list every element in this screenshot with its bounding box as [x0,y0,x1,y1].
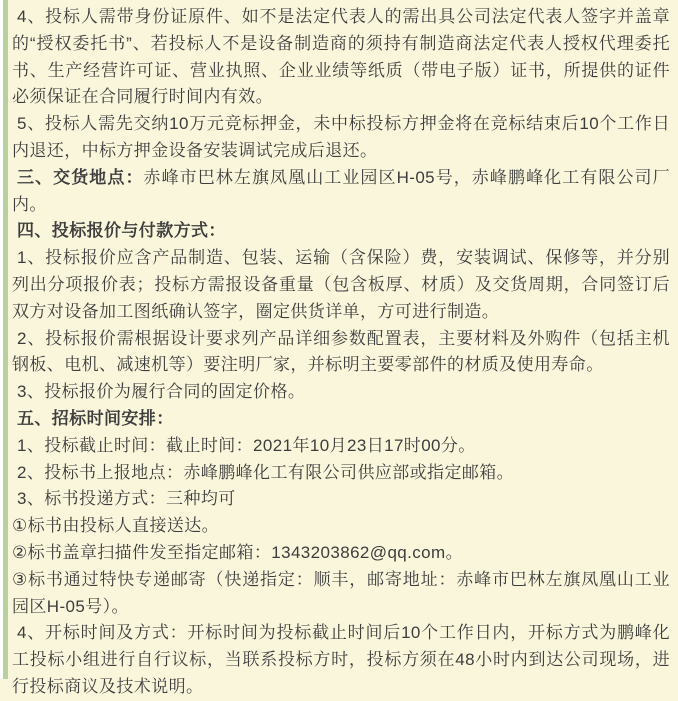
tender-document-body [8,0,670,701]
quote-item-3 [12,379,670,406]
clause-text: 5、投标人需先交纳10万元竞标押金，未中标投标方押金将在竞标结束后10个工作日内退还，中标方押金设备安装调试完成后退还。 [12,114,670,160]
quote-item-2 [12,326,670,380]
item-text: 2、投标报价需根据设计要求列产品详细参数配置表，主要材料及外购件（包括主机钢板、电机、减速机等）要注明厂家，并标明主要零部件的材质及使用寿命。 [12,328,670,375]
method-text: ①标书由投标人直接送达。 [12,516,220,536]
section-3-heading: 三、交货地点： [17,167,144,187]
clause-4-credentials [12,4,670,111]
item-text: 4、开标时间及方式：开标时间为投标截止时间后10个工作日内，开标方式为鹏峰化工投标小组进行自行议标，当联系投标方时，投标方须在48小时内到达公司现场，进行投标商议及技术说明。 [12,623,670,696]
section-heading-label: 五、招标时间安排： [17,408,174,428]
method-text: ②标书盖章扫描件发至指定邮箱：1343203862@qq.com。 [12,542,463,562]
item-text: 2、投标书上报地点：赤峰鹏峰化工有限公司供应部或指定邮箱。 [17,462,515,482]
item-text: 1、投标截止时间：截止时间：2021年10月23日17时00分。 [17,435,476,455]
clause-5-deposit [12,111,670,165]
delivery-method-1-direct [12,513,670,540]
item-text: 3、投标报价为履行合同的固定价格。 [17,382,306,402]
section-4-heading [12,218,670,245]
delivery-method-2-email [12,540,670,567]
section-3-text: 赤峰市巴林左旗凤凰山工业园区H-05号，赤峰鹏峰化工有限公司厂内。 [12,167,670,214]
section-heading-label: 四、投标报价与付款方式： [17,221,226,241]
schedule-item-2-submission-location [12,460,670,487]
schedule-item-3-delivery-methods [12,486,670,513]
item-text: 1、投标报价应含产品制造、包装、运输（含保险）费，安装调试、保修等，并分别列出分项报价表；投标方需报设备重量（包含板厚、材质）及交货周期，合同签订后双方对设备加工图纸确认签字，圈定供货详单，方可进行制造。 [12,248,670,321]
section-5-heading [12,406,670,433]
method-text: ③标书通过特快专递邮寄（快递指定：顺丰，邮寄地址：赤峰市巴林左旗凤凰山工业园区H-05号）。 [12,569,670,616]
quote-item-1 [12,245,670,325]
schedule-item-4-bid-opening [12,620,670,700]
clause-text: 4、投标人需带身份证原件、如不是法定代表人的需出具公司法定代表人签字并盖章的“授权委托书”、若投标人不是设备制造商的须持有制造商法定代表人授权代理委托书、生产经营许可证、营业执照、企业业绩等纸质（带电子版）证书，所提供的证件必须保证在合同履行时间内有效。 [12,7,670,107]
section-3-delivery-location [12,165,670,219]
schedule-item-1-deadline [12,433,670,460]
delivery-method-3-express [12,567,670,621]
item-text: 3、标书投递方式：三种均可 [17,489,236,509]
